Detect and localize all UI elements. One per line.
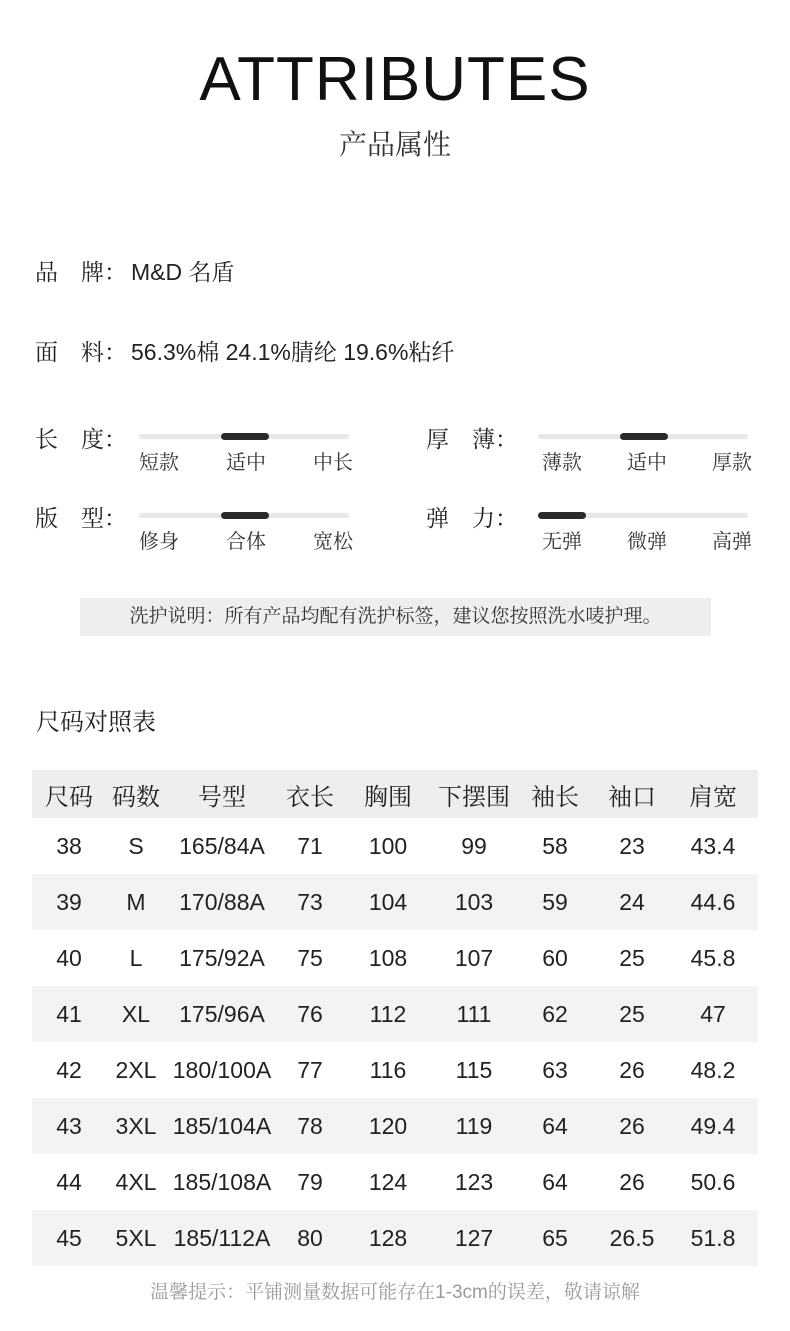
table-cell: 5XL bbox=[115, 1224, 157, 1251]
table-body bbox=[32, 818, 758, 1266]
table-cell: 39 bbox=[56, 888, 82, 915]
table-cell: 43 bbox=[56, 1112, 82, 1139]
table-cell: 165/84A bbox=[179, 832, 265, 859]
table-cell: 60 bbox=[542, 944, 568, 971]
brand-row bbox=[35, 257, 235, 287]
table-cell: 26.5 bbox=[609, 1224, 655, 1251]
brand-label: 品 牌： bbox=[35, 259, 127, 285]
table-cell: 73 bbox=[297, 888, 323, 915]
table-cell: 59 bbox=[542, 888, 568, 915]
scale-option: 高弹 bbox=[712, 531, 752, 553]
footer-note: 温馨提示：平铺测量数据可能存在1-3cm的误差，敬请谅解 bbox=[150, 1282, 640, 1303]
table-cell: S bbox=[128, 832, 144, 859]
table-cell: 47 bbox=[700, 1000, 726, 1027]
table-cell: 127 bbox=[454, 1224, 494, 1251]
fabric-value: 56.3%棉 24.1%腈纶 19.6%粘纤 bbox=[131, 339, 455, 365]
table-cell: 119 bbox=[455, 1112, 493, 1139]
table-cell: 180/100A bbox=[172, 1056, 272, 1083]
table-header-cell: 袖长 bbox=[531, 783, 579, 811]
care-instructions: 洗护说明：所有产品均配有洗护标签，建议您按照洗水唛护理。 bbox=[80, 598, 711, 636]
scale-option: 合体 bbox=[226, 531, 266, 553]
table-header-cell: 尺码 bbox=[45, 783, 93, 811]
size-chart-title: 尺码对照表 bbox=[36, 709, 156, 736]
table-row bbox=[32, 930, 758, 986]
table-cell: M bbox=[126, 888, 146, 915]
fabric-row bbox=[35, 337, 454, 367]
table-header-row bbox=[32, 770, 758, 818]
table-header-cell: 肩宽 bbox=[689, 783, 737, 811]
table-cell: 3XL bbox=[115, 1112, 157, 1139]
table-cell: 43.4 bbox=[690, 832, 736, 859]
table-cell: 25 bbox=[619, 1000, 645, 1027]
table-header-cell: 号型 bbox=[198, 783, 246, 811]
table-cell: 175/96A bbox=[179, 1000, 265, 1027]
table-cell: 112 bbox=[369, 1000, 407, 1027]
scale-track bbox=[139, 513, 349, 518]
table-header-cell: 胸围 bbox=[364, 783, 412, 811]
table-cell: 58 bbox=[542, 832, 568, 859]
table-cell: 170/88A bbox=[179, 888, 265, 915]
scale-option: 薄款 bbox=[542, 452, 582, 474]
table-cell: 64 bbox=[542, 1112, 568, 1139]
table-cell: 48.2 bbox=[690, 1056, 736, 1083]
table-cell: 45.8 bbox=[690, 944, 736, 971]
table-cell: 51.8 bbox=[690, 1224, 736, 1251]
table-cell: 62 bbox=[542, 1000, 568, 1027]
table-cell: L bbox=[129, 944, 143, 971]
table-cell: 77 bbox=[297, 1056, 323, 1083]
table-cell: 64 bbox=[542, 1168, 568, 1195]
table-cell: 23 bbox=[619, 832, 645, 859]
scale-indicator bbox=[221, 433, 269, 440]
table-header-cell: 码数 bbox=[112, 783, 160, 811]
table-cell: 99 bbox=[461, 832, 487, 859]
page-title: ATTRIBUTES bbox=[199, 45, 591, 114]
table-row bbox=[32, 986, 758, 1042]
scale-label: 弹 力： bbox=[426, 505, 518, 531]
table-cell: 120 bbox=[368, 1112, 408, 1139]
table-cell: 25 bbox=[619, 944, 645, 971]
brand-value: M&D 名盾 bbox=[131, 259, 235, 285]
scale-option: 无弹 bbox=[542, 531, 582, 553]
table-cell: 104 bbox=[368, 888, 408, 915]
table-cell: 78 bbox=[297, 1112, 323, 1139]
table-cell: 107 bbox=[454, 944, 494, 971]
table-cell: 128 bbox=[368, 1224, 408, 1251]
table-cell: 65 bbox=[542, 1224, 568, 1251]
table-cell: 2XL bbox=[115, 1056, 157, 1083]
table-cell: 111 bbox=[456, 1000, 492, 1027]
table-cell: 76 bbox=[297, 1000, 323, 1027]
scale-option: 宽松 bbox=[313, 531, 353, 553]
table-cell: 185/104A bbox=[172, 1112, 272, 1139]
table-row bbox=[32, 874, 758, 930]
table-cell: 44.6 bbox=[690, 888, 736, 915]
table-cell: 4XL bbox=[115, 1168, 157, 1195]
page-subtitle: 产品属性 bbox=[338, 129, 451, 160]
table-cell: 41 bbox=[56, 1000, 82, 1027]
table-cell: 63 bbox=[542, 1056, 568, 1083]
table-cell: 185/112A bbox=[173, 1224, 271, 1251]
scale-indicator bbox=[538, 512, 586, 519]
table-cell: 80 bbox=[297, 1224, 323, 1251]
table-cell: 185/108A bbox=[172, 1168, 272, 1195]
table-row bbox=[32, 1098, 758, 1154]
table-row bbox=[32, 818, 758, 874]
table-cell: 100 bbox=[368, 832, 408, 859]
table-row bbox=[32, 1042, 758, 1098]
table-header-cell: 衣长 bbox=[286, 783, 334, 811]
table-row bbox=[32, 1154, 758, 1210]
table-cell: 40 bbox=[56, 944, 82, 971]
table-cell: 45 bbox=[56, 1224, 82, 1251]
table-cell: 108 bbox=[368, 944, 408, 971]
table-cell: 26 bbox=[619, 1112, 645, 1139]
table-row bbox=[32, 1210, 758, 1266]
table-cell: 38 bbox=[56, 832, 82, 859]
table-cell: 175/92A bbox=[179, 944, 265, 971]
table-cell: 24 bbox=[619, 888, 645, 915]
table-cell: 26 bbox=[619, 1168, 645, 1195]
table-cell: 26 bbox=[619, 1056, 645, 1083]
table-cell: 49.4 bbox=[690, 1112, 736, 1139]
fabric-label: 面 料： bbox=[35, 339, 127, 365]
scale-label: 长 度： bbox=[35, 426, 127, 452]
scale-label: 厚 薄： bbox=[426, 426, 518, 452]
size-chart-table bbox=[32, 770, 758, 1266]
scale-option: 厚款 bbox=[712, 452, 752, 474]
table-cell: 79 bbox=[297, 1168, 323, 1195]
scale-indicator bbox=[221, 512, 269, 519]
table-cell: 116 bbox=[369, 1056, 407, 1083]
table-header-cell: 袖口 bbox=[608, 783, 656, 811]
scale-option: 微弹 bbox=[627, 531, 667, 553]
table-cell: 124 bbox=[368, 1168, 408, 1195]
table-cell: 50.6 bbox=[690, 1168, 736, 1195]
scale-option: 适中 bbox=[627, 452, 667, 474]
table-cell: XL bbox=[121, 1000, 151, 1027]
scale-option: 中长 bbox=[313, 452, 353, 474]
table-cell: 123 bbox=[454, 1168, 494, 1195]
table-cell: 44 bbox=[56, 1168, 82, 1195]
table-cell: 75 bbox=[297, 944, 323, 971]
scale-track bbox=[139, 434, 349, 439]
scale-track bbox=[538, 513, 748, 518]
scale-option: 适中 bbox=[226, 452, 266, 474]
scale-option: 短款 bbox=[139, 452, 179, 474]
scale-label: 版 型： bbox=[35, 505, 127, 531]
table-header-cell: 下摆围 bbox=[438, 783, 510, 811]
scale-indicator bbox=[620, 433, 668, 440]
table-cell: 115 bbox=[455, 1056, 493, 1083]
table-cell: 42 bbox=[56, 1056, 82, 1083]
table-cell: 71 bbox=[297, 832, 323, 859]
scale-track bbox=[538, 434, 748, 439]
scale-option: 修身 bbox=[139, 531, 179, 553]
table-cell: 103 bbox=[454, 888, 494, 915]
